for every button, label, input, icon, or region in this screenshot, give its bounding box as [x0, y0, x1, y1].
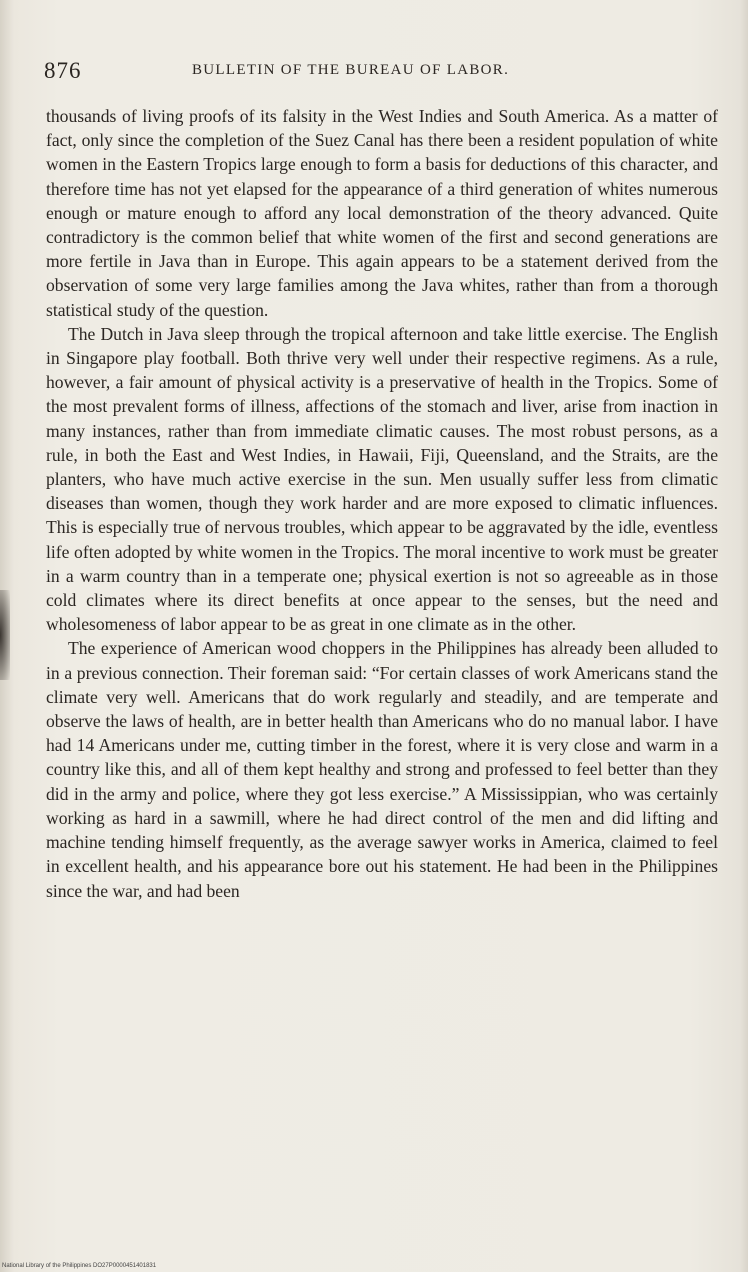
scan-source-footer: National Library of the Philippines DO27P0000451401831	[2, 1263, 157, 1269]
page-edge-shadow	[0, 590, 10, 680]
body-text	[46, 104, 718, 903]
page-header	[44, 58, 708, 88]
running-title: BULLETIN OF THE BUREAU OF LABOR.	[192, 62, 510, 78]
paragraph: The experience of American wood choppers in the Philippines has already been alluded to in a previous connection. Their foreman said: “For certain classes of work Americans stand the climate very well. Americans that do work regularly and steadily, and are temperate and observe the laws of health, are in better health than Americans who do no manual labor. I have had 14 Americans under me, cutting timber in the forest, where it is very close and warm in a country like this, and all of them kept healthy and strong and professed to feel better than they did in the army and police, where they got less exercise.” A Mississippian, who was certainly working as hard in a sawmill, where he had direct control of the men and did lifting and machine tending himself frequently, as the average sawyer works in America, claimed to feel in excellent health, and his appearance bore out his statement. He had been in the Philippines since the war, and had been	[46, 638, 718, 901]
page-number: 876	[44, 58, 82, 83]
paragraph: The Dutch in Java sleep through the tropical afternoon and take little exercise. The English in Singapore play football. Both thrive very well under their respective regimens. As a rule, however, a fair amount of physical activity is a preservative of health in the Tropics. Some of the most prevalent forms of illness, affections of the stomach and liver, arise from inaction in many instances, rather than from immediate climatic causes. The most robust persons, as a rule, in both the East and West Indies, in Hawaii, Fiji, Queensland, and the Straits, are the planters, who have much active exercise in the sun. Men usually suffer less from climatic diseases than women, though they work harder and are more exposed to climatic influences. This is especially true of nervous troubles, which appear to be aggravated by the idle, eventless life often adopted by white women in the Tropics. The moral incentive to work must be greater in a warm country than in a temperate one; physical exertion is not so agreeable as in those cold climates where its direct benefits at once appear to the senses, but the need and wholesomeness of labor appear to be as great in one climate as in the other.	[46, 323, 718, 635]
paragraph-continued: thousands of living proofs of its falsity in the West Indies and South America. As a matter of fact, only since the completion of the Suez Canal has there been a resident population of white women in the Eastern Tropics large enough to form a basis for deductions of this character, and therefore time has not yet elapsed for the appearance of a third generation of whites numerous enough or mature enough to afford any local demonstration of the theory advanced. Quite contradictory is the common belief that white women of the first and second generations are more fertile in Java than in Europe. This again appears to be a statement derived from the observation of some very large families among the Java whites, rather than from a thorough statistical study of the question.	[46, 106, 718, 320]
